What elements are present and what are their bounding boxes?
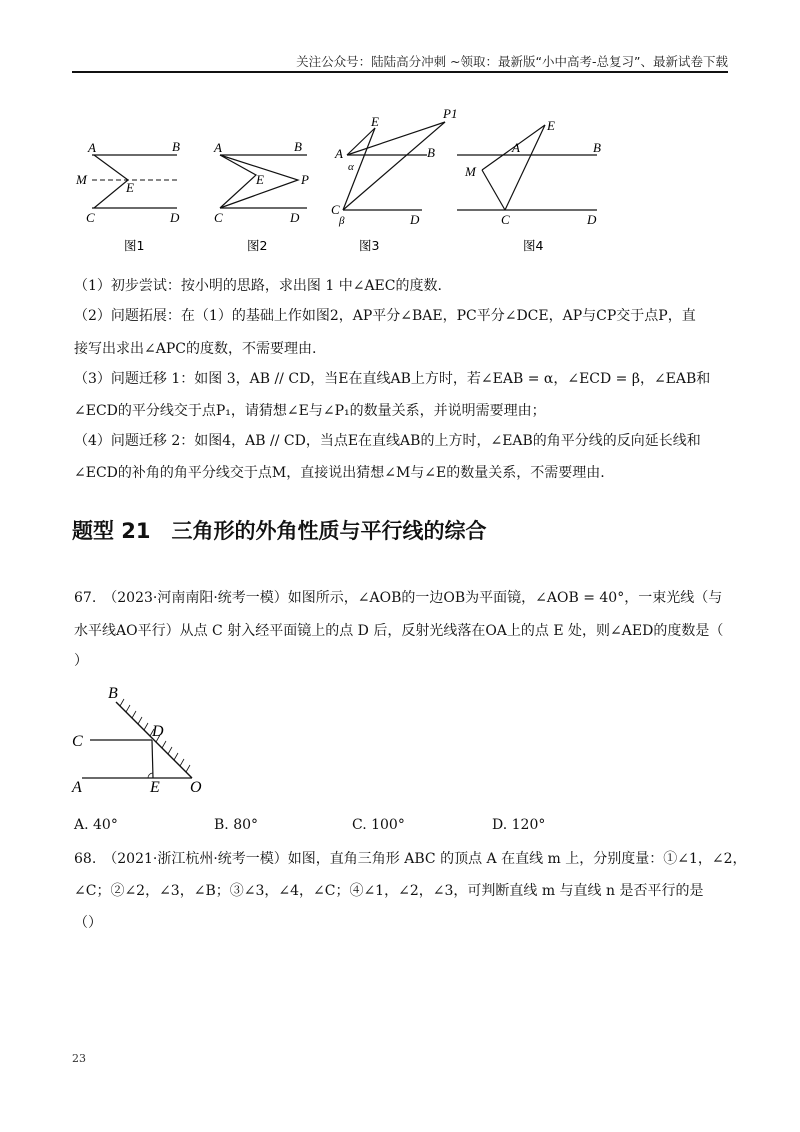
fig4-label-M: M — [465, 164, 476, 179]
fig1-label-M: M — [76, 172, 87, 187]
fig1-label-E: E — [126, 180, 134, 195]
figure-1 — [72, 100, 192, 260]
q67-label-E: E — [150, 779, 160, 796]
fig3-label-C: C — [331, 202, 340, 217]
question-4-line-1: （4）问题迁移 2：如图4，AB // CD，当点E在直线AB的上方时，∠EAB的角平分线的反向延长线和 — [74, 433, 701, 449]
q67-label-O: O — [190, 779, 202, 796]
fig1-caption: 图1 — [124, 238, 145, 253]
fig3-label-A: A — [335, 146, 343, 161]
q67-figure — [68, 682, 218, 802]
fig2-label-A: A — [214, 140, 222, 155]
question-3-line-2: ∠ECD的平分线交于点P₁，请猜想∠E与∠P₁的数量关系，并说明需要理由； — [74, 403, 546, 419]
q67-label-A: A — [72, 779, 82, 796]
question-2-line-1: （2）问题拓展：在（1）的基础上作如图2，AP平分∠BAE，PC平分∠DCE，AP与CP交于点P，直 — [74, 308, 696, 324]
q67-label-C: C — [72, 733, 83, 750]
section-title: 题型 21 三角形的外角性质与平行线的综合 — [72, 519, 487, 543]
question-4-line-2: ∠ECD的补角的角平分线交于点M，直接说出猜想∠M与∠E的数量关系，不需要理由. — [74, 465, 605, 481]
q67-line-3: ） — [74, 653, 88, 669]
q67-line-2: 水平线AO平行）从点 C 射入经平面镜上的点 D 后，反射光线落在OA上的点 E 处，则∠AED的度数是（ — [74, 623, 724, 639]
q67-choices — [74, 817, 634, 837]
figure-row — [72, 100, 632, 260]
figure-4 — [457, 100, 617, 260]
fig4-label-E: E — [547, 118, 555, 133]
fig3-caption: 图3 — [359, 238, 380, 253]
fig4-label-B: B — [593, 140, 601, 155]
fig1-label-A: A — [88, 140, 96, 155]
fig2-label-P: P — [301, 172, 309, 187]
fig2-label-D: D — [290, 210, 300, 225]
q67-line-1: 67. （2023·河南南阳·统考一模）如图所示，∠AOB的一边OB为平面镜，∠AOB = 40°，一束光线（与 — [74, 590, 723, 606]
fig3-label-D: D — [410, 212, 420, 227]
figure-2 — [212, 100, 332, 260]
fig4-label-A: A — [512, 140, 520, 155]
question-3-line-1: （3）问题迁移 1：如图 3，AB // CD，当E在直线AB上方时，若∠EAB = α，∠ECD = β，∠EAB和 — [74, 371, 711, 387]
fig3-label-alpha: α — [348, 161, 354, 173]
figure-3 — [327, 100, 467, 260]
q68-line-3: （） — [74, 915, 102, 931]
fig3-label-beta: β — [339, 215, 345, 227]
q67-choice-a[interactable]: A. 40° — [74, 817, 118, 833]
fig1-label-C: C — [86, 210, 95, 225]
fig3-label-B: B — [427, 145, 435, 160]
fig4-label-D: D — [587, 212, 597, 227]
fig3-label-E: E — [371, 114, 379, 129]
page-header: 关注公众号：陆陆高分冲刺 ~领取：最新版“小中高考-总复习”、最新试卷下载 — [296, 54, 728, 69]
q68-line-1: 68. （2021·浙江杭州·统考一模）如图，直角三角形 ABC 的顶点 A 在直线 m 上，分别度量：①∠1，∠2， — [74, 851, 747, 867]
page-number: 23 — [72, 1052, 86, 1065]
q67-choice-d[interactable]: D. 120° — [492, 817, 546, 833]
fig1-label-D: D — [170, 210, 180, 225]
fig4-label-C: C — [501, 212, 510, 227]
q67-label-B: B — [108, 685, 118, 702]
fig2-label-B: B — [294, 139, 302, 154]
fig1-label-B: B — [172, 139, 180, 154]
fig2-label-E: E — [256, 172, 264, 187]
q68-line-2: ∠C；②∠2，∠3，∠B；③∠3，∠4，∠C；④∠1，∠2，∠3，可判断直线 m 与直线 n 是否平行的是 — [74, 883, 704, 899]
fig4-caption: 图4 — [523, 238, 544, 253]
fig2-label-C: C — [214, 210, 223, 225]
q67-choice-b[interactable]: B. 80° — [214, 817, 259, 833]
header-divider — [72, 71, 728, 73]
question-2-line-2: 接写出求出∠APC的度数，不需要理由. — [74, 341, 317, 357]
q67-label-D: D — [152, 723, 164, 740]
fig3-label-P1: P1 — [443, 106, 458, 121]
fig2-caption: 图2 — [247, 238, 268, 253]
question-1: （1）初步尝试：按小明的思路，求出图 1 中∠AEC的度数. — [74, 278, 442, 294]
q67-choice-c[interactable]: C. 100° — [352, 817, 405, 833]
